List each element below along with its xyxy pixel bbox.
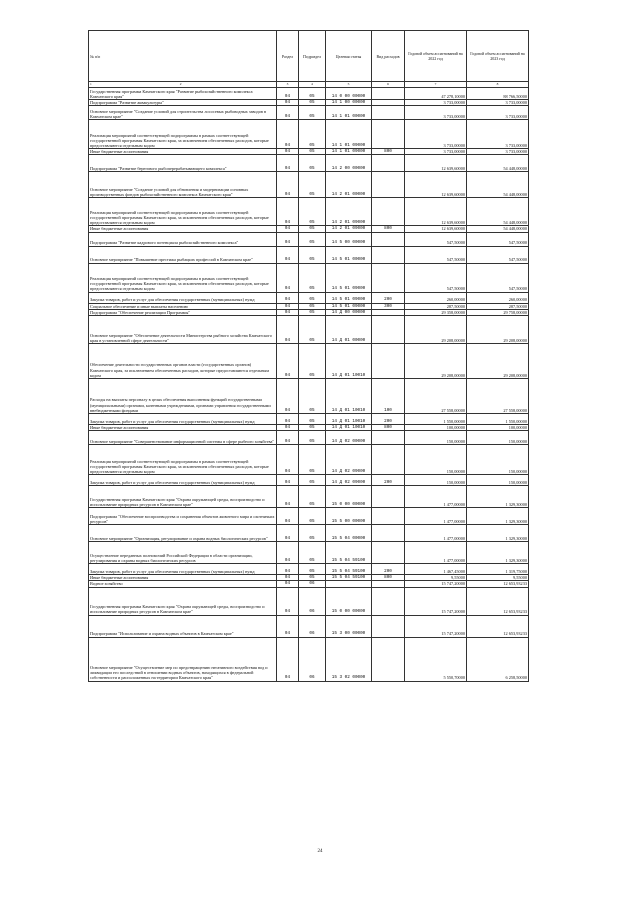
column-number: 7 [405, 82, 467, 88]
row-year2-amount: 6 258,50000 [467, 637, 529, 681]
row-year1-amount: 9,55000 [405, 575, 467, 581]
row-year2-amount: 29 208,00000 [467, 344, 529, 379]
row-exptype [372, 587, 405, 615]
row-year1-amount: 3 733,00000 [405, 120, 467, 149]
row-subsection: 05 [299, 309, 326, 315]
row-year1-amount: 287,50000 [405, 303, 467, 309]
table-row [89, 615, 529, 637]
table-row [89, 198, 529, 226]
row-year1-amount: 1 477,00000 [405, 508, 467, 525]
row-year1-amount: 547,50000 [405, 246, 467, 263]
row-section: 04 [277, 414, 299, 425]
row-subsection: 06 [299, 587, 326, 615]
row-year1-amount: 29 208,00000 [405, 344, 467, 379]
header-exptype: Вид расходов [372, 31, 405, 82]
row-name: Основное мероприятие "Создание условий для строительства лососевых рыбоводных заводов в Камчатском крае" [89, 106, 277, 120]
row-section: 04 [277, 564, 299, 575]
row-section: 04 [277, 344, 299, 379]
row-name: Подпрограмма "Развитие кадрового потенциала рыбохозяйственного комплекса" [89, 232, 277, 246]
row-section: 04 [277, 587, 299, 615]
row-target: 14 5 01 00000 [326, 246, 372, 263]
row-exptype [372, 172, 405, 198]
row-year2-amount: 29 758,00000 [467, 309, 529, 315]
row-name: Закупка товаров, работ и услуг для обеспечения государственных (муниципальных) нужд [89, 475, 277, 486]
row-name: Социальное обеспечение и иные выплаты населению [89, 303, 277, 309]
table-row [89, 486, 529, 508]
row-exptype [372, 263, 405, 292]
row-target: 14 0 00 00000 [326, 88, 372, 100]
row-subsection: 05 [299, 508, 326, 525]
row-year2-amount: 287,50000 [467, 303, 529, 309]
row-name: Подпрограмма "Использование и охрана водных объектов в Камчатском крае" [89, 615, 277, 637]
column-number: 5 [326, 82, 372, 88]
row-subsection: 05 [299, 445, 326, 475]
row-year1-amount: 150,00000 [405, 431, 467, 445]
table-row [89, 542, 529, 564]
table-row [89, 292, 529, 303]
row-subsection: 05 [299, 431, 326, 445]
table-row [89, 316, 529, 344]
row-exptype [372, 88, 405, 100]
row-subsection: 05 [299, 246, 326, 263]
row-section: 04 [277, 292, 299, 303]
row-year1-amount: 12 639,60000 [405, 172, 467, 198]
row-target: 14 5 00 00000 [326, 232, 372, 246]
row-subsection: 05 [299, 303, 326, 309]
row-target: 14 5 01 09000 [326, 263, 372, 292]
row-year2-amount: 54 448,00000 [467, 172, 529, 198]
table-row [89, 120, 529, 149]
row-year2-amount: 547,50000 [467, 232, 529, 246]
column-number: 6 [372, 82, 405, 88]
table-row [89, 508, 529, 525]
row-exptype [372, 316, 405, 344]
table-row [89, 88, 529, 100]
row-exptype [372, 155, 405, 172]
row-section: 04 [277, 316, 299, 344]
row-name: Реализация мероприятий соответствующей подпрограммы в рамках соответствующей государственной программы Камчатского края, за исключением обеспеченных расходов, которые предоставляются отдельным кодом [89, 445, 277, 475]
row-name: Закупка товаров, работ и услуг для обеспечения государственных (муниципальных) нужд [89, 564, 277, 575]
row-year2-amount: 3 733,00000 [467, 100, 529, 106]
budget-table [88, 30, 529, 682]
row-year2-amount: 150,00000 [467, 445, 529, 475]
row-year2-amount: 1 319,75000 [467, 564, 529, 575]
row-exptype [372, 486, 405, 508]
row-name: Водное хозяйство [89, 581, 277, 587]
table-row [89, 309, 529, 315]
row-year2-amount: 1 329,30000 [467, 508, 529, 525]
row-target: 14 5 01 09000 [326, 303, 372, 309]
row-year1-amount: 15 747,20000 [405, 615, 467, 637]
row-year1-amount: 547,50000 [405, 232, 467, 246]
header-num-label: № п/п [90, 53, 101, 59]
row-section: 04 [277, 232, 299, 246]
row-subsection: 06 [299, 637, 326, 681]
header-year2: Годовой объем ассигнований на 2023 год [467, 31, 529, 82]
row-target: 15 5 04 59100 [326, 542, 372, 564]
row-section: 04 [277, 542, 299, 564]
row-name: Осуществление переданных полномочий Российской Федерации в области организации, регулирования и охраны водных биологических ресурсов [89, 542, 277, 564]
row-subsection: 05 [299, 425, 326, 431]
header-target: Целевая статья [326, 31, 372, 82]
row-year2-amount: 547,50000 [467, 263, 529, 292]
row-exptype: 200 [372, 414, 405, 425]
column-number: 4 [299, 82, 326, 88]
row-subsection: 05 [299, 106, 326, 120]
table-row [89, 445, 529, 475]
row-section: 04 [277, 309, 299, 315]
row-exptype: 800 [372, 575, 405, 581]
row-year2-amount: 54 448,00000 [467, 198, 529, 226]
table-row [89, 379, 529, 414]
row-subsection: 05 [299, 226, 326, 232]
row-section: 04 [277, 445, 299, 475]
row-year1-amount: 100,00000 [405, 425, 467, 431]
row-subsection: 05 [299, 564, 326, 575]
row-subsection: 06 [299, 615, 326, 637]
row-target: 14 2 00 00000 [326, 155, 372, 172]
row-year1-amount: 1 477,00000 [405, 486, 467, 508]
row-target: 14 Д 02 09000 [326, 445, 372, 475]
row-section: 04 [277, 425, 299, 431]
row-target: 15 3 02 00000 [326, 637, 372, 681]
row-target: 15 5 04 00000 [326, 525, 372, 542]
row-exptype [372, 120, 405, 149]
row-section: 04 [277, 581, 299, 587]
row-subsection: 05 [299, 149, 326, 155]
row-name: Закупка товаров, работ и услуг для обеспечения государственных (муниципальных) нужд [89, 292, 277, 303]
row-subsection: 05 [299, 525, 326, 542]
row-name: Иные бюджетные ассигнования [89, 149, 277, 155]
row-year2-amount: 1 329,30000 [467, 525, 529, 542]
row-section: 04 [277, 615, 299, 637]
row-section: 04 [277, 149, 299, 155]
row-subsection: 06 [299, 581, 326, 587]
row-year1-amount: 29 358,00000 [405, 309, 467, 315]
row-target: 14 Д 02 00000 [326, 431, 372, 445]
row-year1-amount: 150,00000 [405, 475, 467, 486]
row-subsection: 05 [299, 155, 326, 172]
row-year2-amount: 3 733,00000 [467, 149, 529, 155]
budget-sheet [88, 30, 528, 682]
table-row [89, 587, 529, 615]
row-year1-amount: 547,50000 [405, 263, 467, 292]
row-target: 15 0 00 00000 [326, 587, 372, 615]
row-year2-amount: 29 208,00000 [467, 316, 529, 344]
row-target: 14 5 01 09000 [326, 292, 372, 303]
row-name: Подпрограмма "Обеспечение реализации Программы" [89, 309, 277, 315]
row-section: 04 [277, 475, 299, 486]
row-name: Основное мероприятие "Осуществление мер по предотвращению негативного воздействия вод и ликвидации его последствий в отношении водных объектов, находящихся в федеральной собственности и расположенных на территории Камчатского края" [89, 637, 277, 681]
row-year2-amount: 260,00000 [467, 292, 529, 303]
row-subsection: 05 [299, 292, 326, 303]
row-target: 14 1 01 09000 [326, 120, 372, 149]
row-exptype [372, 525, 405, 542]
row-target: 14 Д 02 09000 [326, 475, 372, 486]
row-target: 14 Д 01 00000 [326, 316, 372, 344]
row-exptype [372, 198, 405, 226]
row-name: Реализация мероприятий соответствующей подпрограммы в рамках соответствующей государственной программы Камчатского края, за исключением обеспеченных расходов, которые предоставляются отдельным кодом [89, 263, 277, 292]
table-row [89, 100, 529, 106]
row-year1-amount: 1 550,00000 [405, 414, 467, 425]
row-target: 14 Д 01 10010 [326, 414, 372, 425]
row-section: 04 [277, 198, 299, 226]
row-subsection: 05 [299, 198, 326, 226]
row-section: 04 [277, 155, 299, 172]
row-target: 14 Д 01 10010 [326, 344, 372, 379]
row-exptype [372, 542, 405, 564]
header-year1: Годовой объем ассигнований на 2022 год [405, 31, 467, 82]
row-section: 04 [277, 303, 299, 309]
row-year1-amount: 47 278,10000 [405, 88, 467, 100]
row-target: 15 5 00 00000 [326, 508, 372, 525]
row-target: 14 1 00 00000 [326, 100, 372, 106]
row-year1-amount: 27 558,00000 [405, 379, 467, 414]
row-exptype: 200 [372, 292, 405, 303]
row-name: Государственная программа Камчатского края "Развитие рыбохозяйственного комплекса Камчатского края" [89, 88, 277, 100]
column-number: 3 [277, 82, 299, 88]
row-target: 15 5 04 59100 [326, 575, 372, 581]
row-subsection: 05 [299, 486, 326, 508]
row-exptype: 800 [372, 149, 405, 155]
row-year2-amount: 3 733,00000 [467, 106, 529, 120]
row-section: 04 [277, 263, 299, 292]
row-target: 14 Д 01 10010 [326, 379, 372, 414]
row-year2-amount: 12 653,93233 [467, 581, 529, 587]
row-year2-amount: 1 550,00000 [467, 414, 529, 425]
table-row [89, 431, 529, 445]
row-section: 04 [277, 508, 299, 525]
row-year2-amount: 12 653,93233 [467, 615, 529, 637]
row-year1-amount: 15 747,20000 [405, 587, 467, 615]
row-year1-amount: 12 639,60000 [405, 198, 467, 226]
row-exptype: 800 [372, 226, 405, 232]
row-name: Основное мероприятие "Совершенствование информационной системы в сфере рыбного хозяйства" [89, 431, 277, 445]
table-row [89, 155, 529, 172]
row-year1-amount: 12 639,60000 [405, 226, 467, 232]
row-name: Подпрограмма "Развитие аквакультуры" [89, 100, 277, 106]
table-row [89, 475, 529, 486]
row-subsection: 05 [299, 232, 326, 246]
row-year1-amount: 5 550,70000 [405, 637, 467, 681]
row-section: 04 [277, 172, 299, 198]
row-exptype [372, 637, 405, 681]
row-year1-amount: 15 747,20000 [405, 581, 467, 587]
row-name: Подпрограмма "Развитие берегового рыбоперерабатывающего комплекса" [89, 155, 277, 172]
row-name: Иные бюджетные ассигнования [89, 226, 277, 232]
row-name: Обеспечение деятельности государственных органов власти (государственных органов) Камчатского края, за исключением обеспеченных расходов, которые предоставляются отдельным кодом [89, 344, 277, 379]
row-name: Основное мероприятие "Обеспечение деятельности Министерства рыбного хозяйства Камчатского края в установленной сфере деятельности" [89, 316, 277, 344]
row-exptype: 200 [372, 564, 405, 575]
header-row [89, 31, 529, 82]
table-row [89, 106, 529, 120]
row-name: Иные бюджетные ассигнования [89, 425, 277, 431]
row-target: 14 1 01 09000 [326, 149, 372, 155]
row-name: Реализация мероприятий соответствующей подпрограммы в рамках соответствующей государственной программы Камчатского края, за исключением обеспеченных расходов, которые предоставляются отдельным кодом [89, 198, 277, 226]
row-name: Реализация мероприятий соответствующей подпрограммы в рамках соответствующей государственной программы Камчатского края, за исключением обеспеченных расходов, которые предоставляются отдельным кодом [89, 120, 277, 149]
row-subsection: 05 [299, 88, 326, 100]
row-subsection: 05 [299, 100, 326, 106]
table-row [89, 246, 529, 263]
row-exptype [372, 246, 405, 263]
row-exptype [372, 508, 405, 525]
header-name [89, 31, 277, 82]
row-section: 04 [277, 637, 299, 681]
row-year2-amount: 150,00000 [467, 475, 529, 486]
row-exptype [372, 445, 405, 475]
row-name: Расходы на выплаты персоналу в целях обеспечения выполнения функций государственными (муниципальными) органами, казенными учреждениями, органами управления государственными внебюджетными фондами [89, 379, 277, 414]
column-number: 1 2 [89, 82, 277, 88]
row-target: 14 2 01 09000 [326, 198, 372, 226]
row-subsection: 05 [299, 344, 326, 379]
row-year1-amount: 3 733,00000 [405, 106, 467, 120]
row-year1-amount: 150,00000 [405, 445, 467, 475]
row-section: 04 [277, 120, 299, 149]
row-year1-amount: 3 733,00000 [405, 100, 467, 106]
row-target: 15 0 00 00000 [326, 486, 372, 508]
row-subsection: 05 [299, 575, 326, 581]
row-year2-amount: 1 329,30000 [467, 542, 529, 564]
table-row [89, 564, 529, 575]
row-exptype [372, 431, 405, 445]
row-year2-amount: 54 448,00000 [467, 155, 529, 172]
table-row [89, 414, 529, 425]
row-exptype [372, 232, 405, 246]
row-year2-amount: 100,00000 [467, 425, 529, 431]
row-subsection: 05 [299, 316, 326, 344]
row-year1-amount: 1 477,00000 [405, 525, 467, 542]
row-subsection: 05 [299, 475, 326, 486]
row-year1-amount: 1 477,00000 [405, 542, 467, 564]
row-subsection: 05 [299, 379, 326, 414]
row-exptype: 800 [372, 425, 405, 431]
table-row [89, 172, 529, 198]
row-exptype [372, 615, 405, 637]
row-year1-amount: 3 733,00000 [405, 149, 467, 155]
row-section: 04 [277, 100, 299, 106]
table-row [89, 525, 529, 542]
row-subsection: 05 [299, 542, 326, 564]
row-year2-amount: 9,55000 [467, 575, 529, 581]
row-target: 14 2 01 09000 [326, 226, 372, 232]
row-target: 14 2 01 00000 [326, 172, 372, 198]
row-section: 04 [277, 88, 299, 100]
row-year1-amount: 260,00000 [405, 292, 467, 303]
row-section: 04 [277, 525, 299, 542]
row-year2-amount: 150,00000 [467, 431, 529, 445]
row-subsection: 05 [299, 172, 326, 198]
row-year1-amount: 1 467,45000 [405, 564, 467, 575]
table-row [89, 344, 529, 379]
row-exptype: 300 [372, 303, 405, 309]
row-year2-amount: 547,50000 [467, 246, 529, 263]
row-section: 04 [277, 106, 299, 120]
row-name: Закупка товаров, работ и услуг для обеспечения государственных (муниципальных) нужд [89, 414, 277, 425]
row-section: 04 [277, 575, 299, 581]
row-subsection: 05 [299, 263, 326, 292]
table-row [89, 263, 529, 292]
row-name: Основное мероприятие "Организация, регулирование и охрана водных биологических ресурсов" [89, 525, 277, 542]
row-year1-amount: 29 208,00000 [405, 316, 467, 344]
row-name: Подпрограмма "Обеспечение воспроизводства и сохранения объектов животного мира и охотничьих ресурсов" [89, 508, 277, 525]
table-body [89, 88, 529, 682]
header-section: Раздел [277, 31, 299, 82]
row-name: Государственная программа Камчатского края "Охрана окружающей среды, воспроизводство и использование природных ресурсов в Камчатском крае" [89, 486, 277, 508]
row-name: Основное мероприятие "Повышение престижа рыбацких профессий в Камчатском крае" [89, 246, 277, 263]
row-name: Основное мероприятие "Создание условий для обновления и модернизации основных производственных фондов рыбохозяйственного комплекса Камчатского края" [89, 172, 277, 198]
row-section: 04 [277, 486, 299, 508]
row-exptype [372, 344, 405, 379]
row-year2-amount: 1 329,30000 [467, 486, 529, 508]
row-target: 15 5 04 59100 [326, 564, 372, 575]
page-number: 24 [317, 849, 323, 854]
row-section: 04 [277, 226, 299, 232]
row-name: Государственная программа Камчатского края "Охрана окружающей среды, воспроизводство и использование природных ресурсов в Камчатском крае" [89, 587, 277, 615]
row-target: 14 1 01 00000 [326, 106, 372, 120]
table-row [89, 232, 529, 246]
row-target: 14 Д 00 00000 [326, 309, 372, 315]
row-name: Иные бюджетные ассигнования [89, 575, 277, 581]
row-year1-amount: 12 639,60000 [405, 155, 467, 172]
row-target: 14 Д 01 10010 [326, 425, 372, 431]
column-number: 8 [467, 82, 529, 88]
header-subsection: Подраздел [299, 31, 326, 82]
row-section: 04 [277, 246, 299, 263]
row-subsection: 05 [299, 120, 326, 149]
row-exptype [372, 106, 405, 120]
row-year2-amount: 88 766,50000 [467, 88, 529, 100]
row-year2-amount: 54 448,00000 [467, 226, 529, 232]
row-exptype: 100 [372, 379, 405, 414]
table-row [89, 303, 529, 309]
row-year2-amount: 12 653,93233 [467, 587, 529, 615]
row-section: 04 [277, 431, 299, 445]
row-subsection: 05 [299, 414, 326, 425]
row-target: 15 3 00 00000 [326, 615, 372, 637]
row-exptype: 200 [372, 475, 405, 486]
table-row [89, 637, 529, 681]
row-year2-amount: 27 558,00000 [467, 379, 529, 414]
row-year2-amount: 3 733,00000 [467, 120, 529, 149]
row-section: 04 [277, 379, 299, 414]
